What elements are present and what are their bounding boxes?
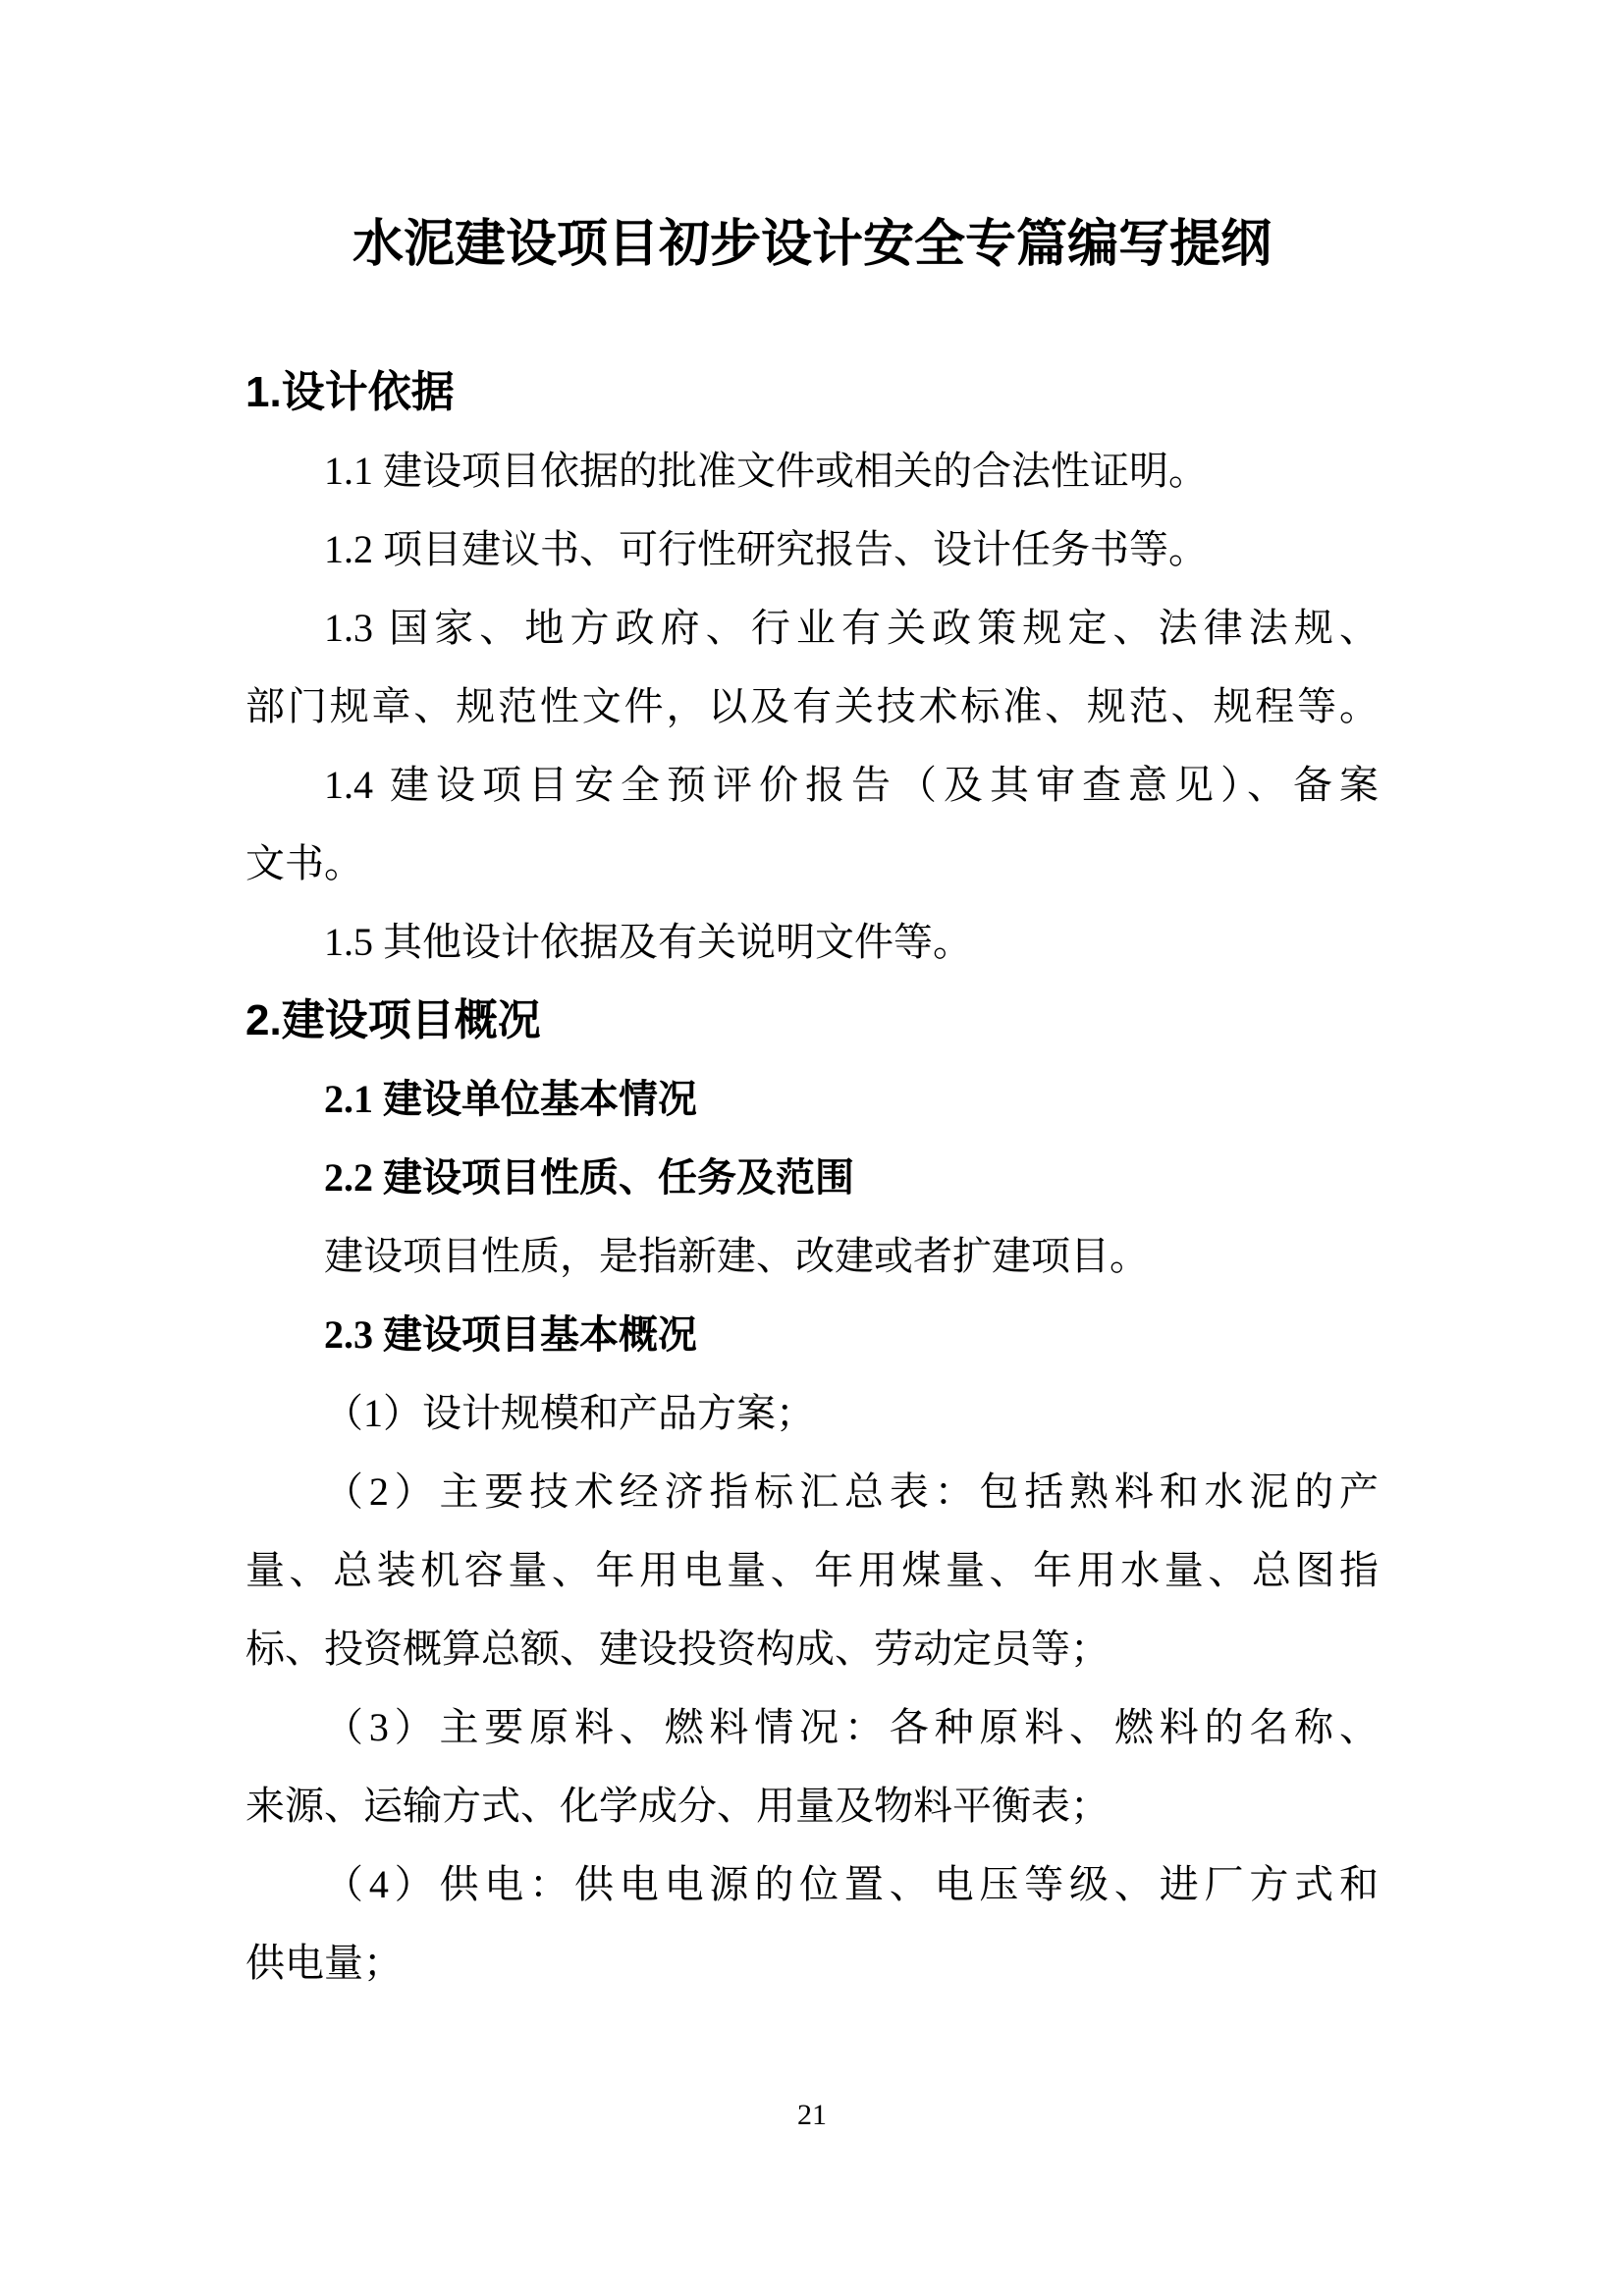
text-line: 1.2 项目建议书、可行性研究报告、设计任务书等。 (324, 527, 1208, 571)
text-line: （1）设计规模和产品方案； (324, 1391, 815, 1435)
document-title: 水泥建设项目初步设计安全专篇编写提纲 (352, 217, 1272, 273)
text-line: 供电量； (245, 1941, 403, 1985)
page-number: 21 (797, 2099, 827, 2131)
section-heading: 2.建设项目概况 (245, 996, 541, 1044)
section-heading: 1.设计依据 (245, 368, 455, 416)
document-body (245, 353, 1379, 2002)
text-line: 建设项目性质，是指新建、改建或者扩建项目。 (324, 1234, 1149, 1278)
text-line: 1.1 建设项目依据的批准文件或相关的合法性证明。 (324, 449, 1208, 493)
text-line: 1.3 国家、地方政府、行业有关政策规定、法律法规、 (324, 606, 1379, 650)
text-line: 量、总装机容量、年用电量、年用煤量、年用水量、总图指 (245, 1548, 1379, 1592)
text-line: 来源、运输方式、化学成分、用量及物料平衡表； (245, 1784, 1110, 1828)
sub-heading: 2.2 建设项目性质、任务及范围 (324, 1155, 854, 1200)
document-page (245, 0, 1379, 2135)
text-line: 1.4 建设项目安全预评价报告（及其审查意见）、备案 (324, 763, 1379, 807)
text-line: 文书。 (245, 841, 363, 885)
text-line: 标、投资概算总额、建设投资构成、劳动定员等； (245, 1627, 1110, 1671)
text-line: 1.5 其他设计依据及有关说明文件等。 (324, 920, 972, 964)
text-line: （3）主要原料、燃料情况：各种原料、燃料的名称、 (324, 1705, 1379, 1749)
text-line: （2）主要技术经济指标汇总表：包括熟料和水泥的产 (324, 1469, 1379, 1514)
sub-heading: 2.1 建设单位基本情况 (324, 1077, 697, 1121)
text-line: 部门规章、规范性文件，以及有关技术标准、规范、规程等。 (245, 684, 1379, 728)
text-line: （4）供电：供电电源的位置、电压等级、进厂方式和 (324, 1862, 1379, 1906)
sub-heading: 2.3 建设项目基本概况 (324, 1312, 697, 1357)
